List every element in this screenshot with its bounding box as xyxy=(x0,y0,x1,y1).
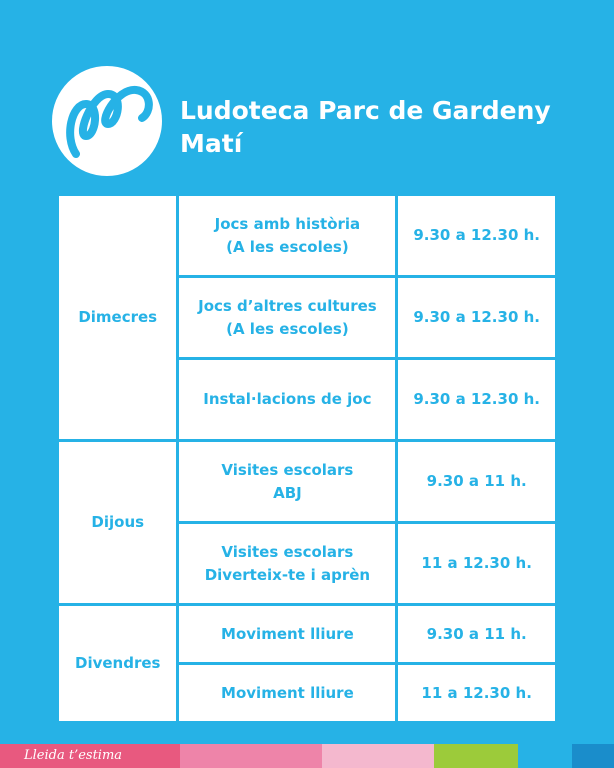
schedule-table xyxy=(56,193,558,724)
activity-line: Visites escolars xyxy=(221,460,354,479)
activity-cell xyxy=(179,524,395,603)
activity-line: Moviment lliure xyxy=(221,624,354,643)
footer-segment-green xyxy=(434,744,518,768)
activity-line: Visites escolars xyxy=(221,542,354,561)
activity-line: Instal·lacions de joc xyxy=(203,390,372,408)
brand-wordmark: Lleida t’estima xyxy=(24,748,123,763)
activity-line: Diverteix-te i aprèn xyxy=(204,565,371,584)
ludoteca-logo xyxy=(52,66,162,176)
activity-line: (A les escoles) xyxy=(226,237,349,256)
activity-cell xyxy=(179,606,395,662)
activity-cell xyxy=(179,278,395,357)
title-line-1: Ludoteca Parc de Gardeny xyxy=(180,96,551,125)
footer-segment-pink xyxy=(0,744,180,768)
activity-line: Jocs d’altres cultures xyxy=(198,296,377,315)
activity-cell xyxy=(179,360,395,439)
time-cell: 9.30 a 12.30 h. xyxy=(398,278,555,357)
activity-cell xyxy=(179,665,395,721)
time-cell: 9.30 a 12.30 h. xyxy=(398,196,555,275)
activity-cell xyxy=(179,196,395,275)
header xyxy=(52,66,592,176)
time-cell: 11 a 12.30 h. xyxy=(398,665,555,721)
footer-segment-blue xyxy=(518,744,572,768)
time-cell: 9.30 a 11 h. xyxy=(398,442,555,521)
activity-cell xyxy=(179,442,395,521)
footer-segment-dark-blue xyxy=(572,744,614,768)
time-cell: 9.30 a 12.30 h. xyxy=(398,360,555,439)
time-cell: 11 a 12.30 h. xyxy=(398,524,555,603)
day-cell-friday: Divendres xyxy=(59,606,176,721)
loop-icon xyxy=(52,66,162,176)
page-title xyxy=(180,94,551,160)
title-line-2: Matí xyxy=(180,129,243,158)
activity-line: Jocs amb història xyxy=(214,214,361,233)
activity-line: ABJ xyxy=(273,483,302,502)
time-cell: 9.30 a 11 h. xyxy=(398,606,555,662)
activity-line: Moviment lliure xyxy=(221,683,354,702)
footer-segment-light-pink xyxy=(180,744,322,768)
footer-color-bar xyxy=(0,744,614,768)
day-cell-thursday: Dijous xyxy=(59,442,176,603)
day-cell-wednesday: Dimecres xyxy=(59,196,176,439)
activity-line: (A les escoles) xyxy=(226,319,349,338)
footer-segment-pale-pink xyxy=(322,744,434,768)
